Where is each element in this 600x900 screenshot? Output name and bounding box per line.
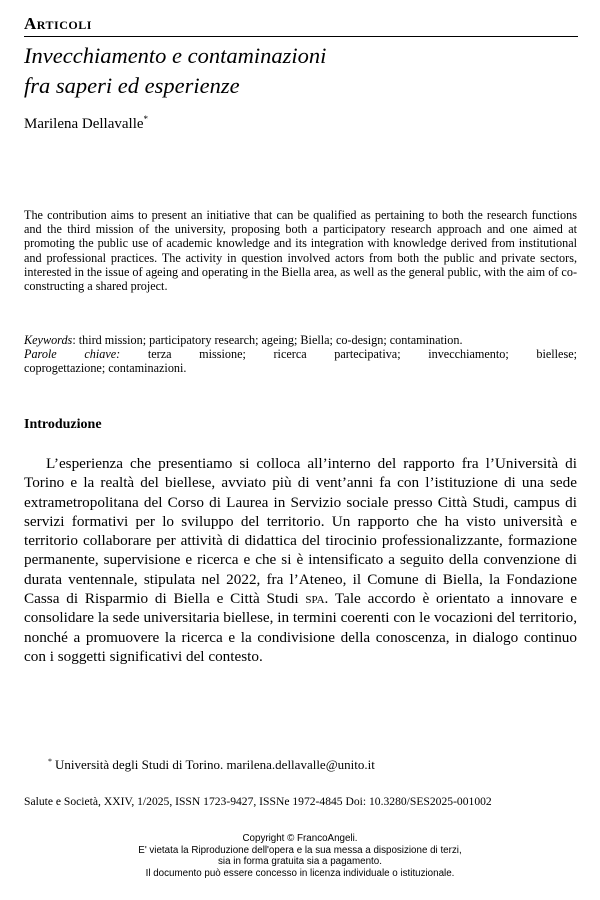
intro-text-part-1: L’esperienza che presentiamo si colloca all’interno del rapporto fra l’Università di Torino e la realtà del biellese, avviato più di vent’anni fa con l’istituzione di una sede extrametropolitana del Corso di Laurea in Servizio sociale presso Città Studi, campus di servizi formativi per lo sviluppo del territorio. Un rapporto che ha visto università e territorio collaborare per attività di didattica del tirocinio professionalizzante, formazione permanente, supervisione e ricerca e che si è intensificato a seguito della convenzione di durata ventennale, stipulata nel 2022, fra l’Ateneo, il Comune di Biella, la Fondazione Cassa di Risparmio di Biella e Città Studi: [24, 455, 577, 608]
intro-text-spa: spa: [305, 590, 325, 608]
keywords-label: Keywords: [24, 333, 73, 347]
parole-chiave-continued: coprogettazione; contaminazioni.: [24, 361, 187, 375]
section-label-text: Articoli: [24, 14, 92, 33]
article-title: [24, 41, 584, 101]
title-line-1: Invecchiamento e contaminazioni: [24, 43, 327, 68]
abstract: The contribution aims to present an initiative that can be qualified as pertaining to both the research functions and the third mission of the university, proposing both a participatory research approach and one aimed at promoting the public use of academic knowledge and its integration with knowledge derived from institutional and professional practices. The activity in question involved actors from both the public and private sectors, interested in the issue of ageing and operating in the Biella area, as well as the general public, with the aim of coconstructing a shared project.: [24, 208, 577, 294]
footnote-mark: *: [48, 757, 52, 766]
keywords-text: : third mission; participatory research; ageing; Biella; co-design; contamination.: [72, 333, 463, 347]
keywords: [24, 333, 577, 347]
parole-chiave-text: terza missione; ricerca partecipativa; invecchiamento; biellese;: [120, 347, 577, 361]
intro-text-part-2: . Tale accordo è orientato a innovare e consolidare la sede universitaria biellese, in termini coerenti con le vocazioni del territorio, nonché a promuovere la ricerca e la condivisione della conoscenza, in dialogo continuo con i soggetti significativi del contesto.: [24, 590, 577, 665]
author-footnote-mark: *: [143, 114, 149, 124]
journal-info: Salute e Società, XXIV, 1/2025, ISSN 1723-9427, ISSNe 1972-4845 Doi: 10.3280/SES2025-001002: [24, 795, 492, 808]
footnote: [48, 757, 375, 773]
copyright-line-2: E' vietata la Riproduzione dell'opera e la sua messa a disposizione di terzi,: [138, 844, 462, 856]
footnote-text: Università degli Studi di Torino. marilena.dellavalle@unito.it: [55, 757, 375, 772]
copyright-notice: [0, 833, 600, 879]
title-line-2: fra saperi ed esperienze: [24, 73, 240, 98]
introduction-paragraph: [24, 454, 577, 666]
author-name: Marilena Dellavalle: [24, 116, 144, 132]
parole-chiave: [24, 347, 577, 361]
section-heading-introduzione: Introduzione: [24, 417, 102, 432]
copyright-line-1: Copyright © FrancoAngeli.: [242, 833, 358, 844]
author: [24, 114, 148, 133]
copyright-line-3: sia in forma gratuita sia a pagamento.: [218, 856, 382, 868]
section-label: [24, 14, 578, 37]
parole-chiave-label: Parole chiave:: [24, 347, 121, 361]
copyright-line-4: Il documento può essere concesso in licenza individuale o istituzionale.: [145, 867, 455, 879]
